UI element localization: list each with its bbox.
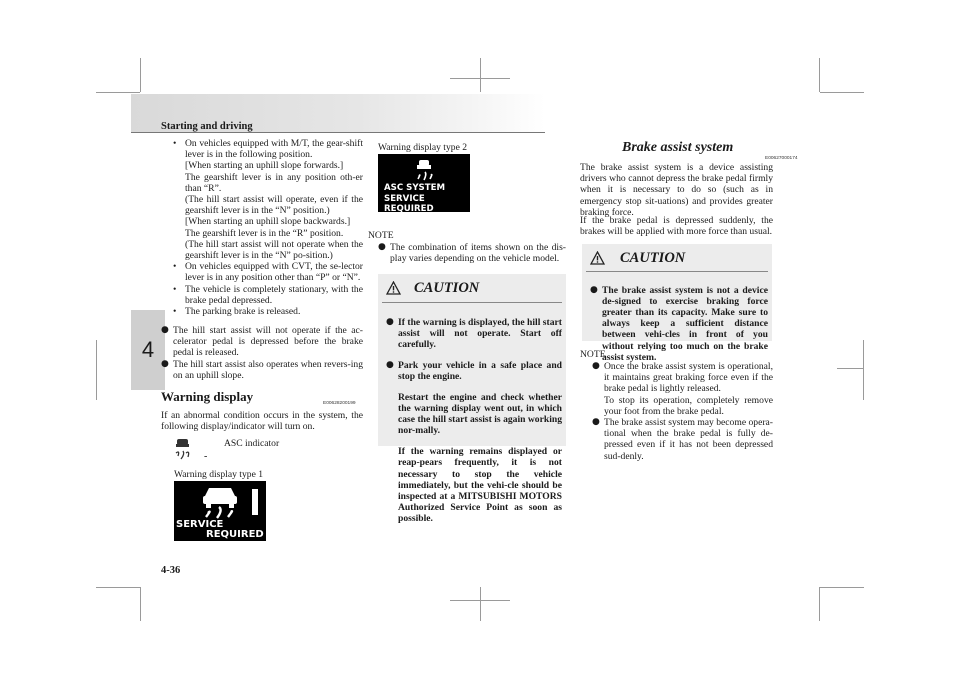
crop-mark bbox=[140, 58, 141, 92]
note-list bbox=[592, 361, 773, 462]
note-list bbox=[378, 242, 566, 264]
warning-display-type2-screen bbox=[378, 154, 470, 212]
note-heading: NOTE bbox=[580, 349, 606, 360]
page-number: 4-36 bbox=[161, 565, 181, 576]
round-bullet-icon: ● bbox=[592, 361, 600, 371]
crop-mark bbox=[96, 340, 97, 400]
warning-triangle-icon bbox=[590, 251, 605, 265]
type2-label: Warning display type 2 bbox=[378, 142, 468, 153]
crop-mark bbox=[863, 340, 864, 400]
warning-display-heading: Warning display bbox=[161, 389, 254, 404]
warning-triangle-icon bbox=[386, 281, 401, 295]
crop-mark bbox=[480, 587, 481, 621]
crop-mark bbox=[140, 587, 141, 621]
caution-rule bbox=[586, 271, 768, 272]
crop-mark bbox=[450, 78, 510, 79]
note-item: ● Once the brake assist system is operational, it maintains great braking force even if the brake pedal is lightly released. To stop its operation, completely remove your foot from the brake pedal. bbox=[592, 361, 773, 417]
asc-indicator-icon bbox=[172, 437, 194, 461]
bullet-item: • On vehicles equipped with CVT, the se-lector lever is in any position other than “P” or “N”. bbox=[173, 261, 363, 284]
type1-label: Warning display type 1 bbox=[174, 469, 264, 480]
caution-body bbox=[590, 275, 768, 373]
asc-indicator-label: ASC indicator bbox=[224, 438, 280, 449]
crop-mark bbox=[819, 587, 820, 621]
crop-mark bbox=[450, 600, 510, 601]
caution-title: CAUTION bbox=[414, 280, 480, 296]
header-title: Starting and driving bbox=[161, 121, 253, 132]
round-bullet-icon: ● bbox=[378, 242, 386, 252]
type1-line1: SERVICE bbox=[176, 519, 224, 530]
bullet-item: • The parking brake is released. bbox=[173, 306, 363, 317]
mt-detail: [When starting an uphill slope backwards.] bbox=[185, 216, 351, 228]
mt-detail: [When starting an uphill slope forwards.] bbox=[185, 160, 344, 172]
bullet-text: The parking brake is released. bbox=[185, 306, 301, 318]
round-bullet-icon: ● bbox=[386, 316, 394, 327]
brake-assist-code: E00627000174 bbox=[765, 156, 798, 161]
round-bullet-icon: ● bbox=[590, 284, 598, 295]
crop-mark bbox=[96, 92, 140, 93]
bullet-text: On vehicles equipped with CVT, the se-lector lever is in any position other than “P” or “N”. bbox=[185, 261, 363, 284]
header-rule bbox=[131, 132, 545, 133]
type1-line2: REQUIRED bbox=[206, 529, 264, 540]
caution-box bbox=[378, 274, 566, 525]
crop-mark bbox=[96, 587, 140, 588]
warning-display-code: E00628200199 bbox=[323, 401, 356, 406]
asc-warning-graphic bbox=[198, 485, 242, 519]
type2-line2: SERVICE REQUIRED bbox=[384, 194, 434, 214]
caution-rule bbox=[382, 302, 562, 303]
mt-detail: (The hill start assist will operate, even if the gearshift lever is in the “N” position.) bbox=[185, 194, 363, 217]
crop-mark bbox=[837, 368, 863, 369]
bullet-text: On vehicles equipped with M/T, the gear-shift lever is in the following position. bbox=[185, 138, 363, 161]
brake-assist-heading: Brake assist system bbox=[622, 140, 734, 155]
bullet-item: • On vehicles equipped with M/T, the gear-shift lever is in the following position. [When starting an uphill slope forwards.] The gearshift lever is in any position oth-er than “R”. (The hill start assist will operate, even if the gearshift lever is in the “N” position.) [When starting an uphill slope backwards.] The gearshift lever is in the “R” position. (The hill start assist will not operate when the gearshift lever is in the “N” po-sition.) bbox=[173, 138, 363, 262]
crop-mark bbox=[819, 58, 820, 92]
note-heading: NOTE bbox=[368, 230, 394, 241]
round-bullet-icon: ● bbox=[592, 417, 600, 428]
mt-detail: The gearshift lever is in the “R” position. bbox=[185, 227, 344, 239]
warning-display-type1-screen bbox=[174, 481, 266, 541]
type2-line1: ASC SYSTEM bbox=[384, 183, 446, 193]
chapter-tab: 4 bbox=[131, 310, 165, 390]
crop-mark bbox=[820, 92, 864, 93]
bullet-text: The vehicle is completely stationary, with the brake pedal depressed. bbox=[185, 283, 363, 306]
note-item: ● The brake assist system may become opera-tional when the brake pedal is fully de-pressed even if it has not been depressed sud-denly. bbox=[592, 417, 773, 462]
round-bullet-icon: ● bbox=[161, 325, 169, 335]
note-item: ● The hill start assist also operates when revers-ing on an uphill slope. bbox=[161, 358, 363, 381]
caution-body bbox=[386, 307, 562, 534]
brake-assist-para2: If the brake pedal is depressed suddenly, the brakes will be applied with more force than usual. bbox=[580, 215, 773, 238]
note-item: ● The hill start assist will not operate if the ac-celerator pedal is depressed before the brake pedal is released. bbox=[161, 325, 363, 359]
mt-detail: The gearshift lever is in any position oth-er than “R”. bbox=[185, 171, 363, 194]
caution-item: ● If the warning is displayed, the hill start assist will not operate. Start off carefully. bbox=[386, 316, 562, 350]
column-1-notes bbox=[161, 325, 363, 381]
round-bullet-icon: ● bbox=[161, 358, 169, 369]
bullet-item: • The vehicle is completely stationary, with the brake pedal depressed. bbox=[173, 283, 363, 306]
crop-mark bbox=[820, 587, 864, 588]
brake-assist-para1: The brake assist system is a device assisting drivers who cannot depress the brake pedal firmly when it is necessary to do so (such as in emergency stop sit-uations) and provides greater braking force. bbox=[580, 162, 773, 218]
column-1 bbox=[173, 138, 363, 317]
round-bullet-icon: ● bbox=[386, 359, 394, 370]
note-item: ● The combination of items shown on the dis-play varies depending on the vehicle model. bbox=[378, 242, 566, 265]
caution-item: ● Park your vehicle in a safe place and stop the engine. Restart the engine and check whether the warning display went out, in which case the hill start assist is again working nor-mally. If the warning remains displayed or reap-pears frequently, it is not necessary to stop the vehicle immediately, but the vehi-cle should be inspected at a MITSUBISHI MOTORS Authorized Service Point as soon as possible. bbox=[386, 359, 562, 525]
caution-title: CAUTION bbox=[620, 250, 686, 266]
warning-display-text: If an abnormal condition occurs in the system, the following display/indicator will turn on. bbox=[161, 410, 363, 433]
mt-detail: (The hill start assist will not operate when the gearshift lever is in the “N” po-sition.) bbox=[185, 238, 363, 262]
caution-item: ● The brake assist system is not a device de-signed to exercise braking force greater than its capacity. Make sure to always keep a sufficient distance between vehi-cles in front of you without relying too much on the brake assist system. bbox=[590, 284, 768, 363]
asc-warning-graphic bbox=[413, 159, 435, 181]
rear-marker bbox=[252, 489, 258, 515]
crop-mark bbox=[480, 58, 481, 92]
asc-dash: - bbox=[204, 451, 208, 462]
